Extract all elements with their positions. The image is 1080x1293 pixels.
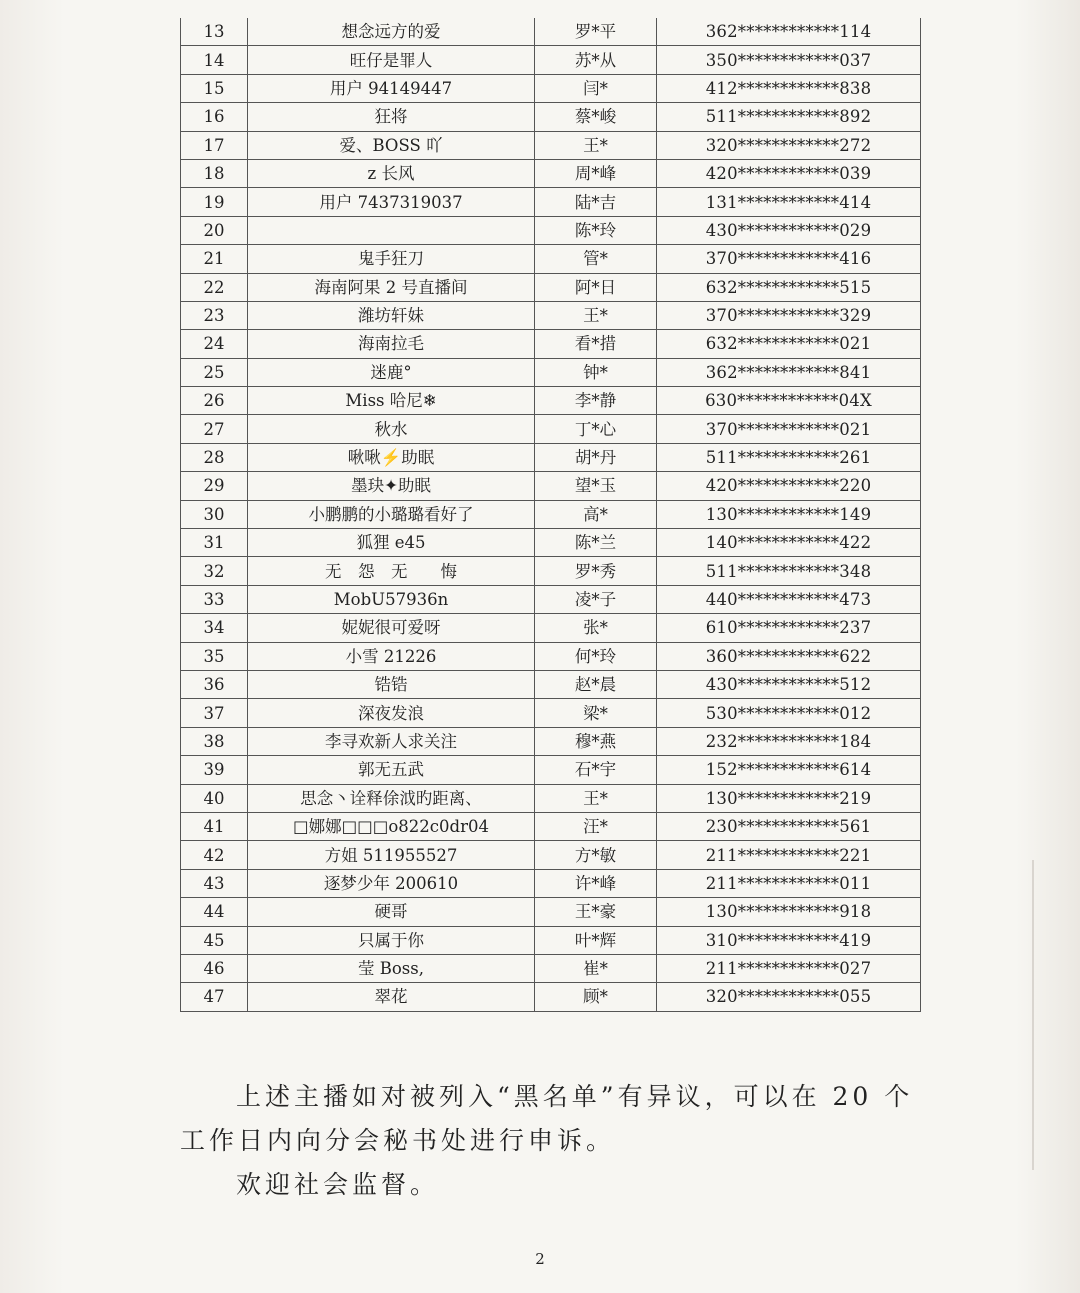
nickname-cell: z 长风 xyxy=(248,159,535,187)
id-number-cell: 530************012 xyxy=(657,699,921,727)
id-number-cell: 370************021 xyxy=(657,415,921,443)
row-number-cell: 20 xyxy=(181,216,248,244)
id-number-cell: 430************512 xyxy=(657,670,921,698)
name-cell: 苏*从 xyxy=(535,46,657,74)
name-cell: 王* xyxy=(535,784,657,812)
name-cell: 罗*秀 xyxy=(535,557,657,585)
id-number-cell: 360************622 xyxy=(657,642,921,670)
row-number-cell: 27 xyxy=(181,415,248,443)
id-number-cell: 211************027 xyxy=(657,954,921,982)
name-cell: 阿*日 xyxy=(535,273,657,301)
table-row xyxy=(181,273,921,301)
name-cell: 方*敏 xyxy=(535,841,657,869)
nickname-cell: 狐狸 e45 xyxy=(248,529,535,557)
row-number-cell: 36 xyxy=(181,670,248,698)
table-row xyxy=(181,784,921,812)
row-number-cell: 46 xyxy=(181,954,248,982)
id-number-cell: 370************416 xyxy=(657,245,921,273)
name-cell: 许*峰 xyxy=(535,869,657,897)
row-number-cell: 18 xyxy=(181,159,248,187)
row-number-cell: 32 xyxy=(181,557,248,585)
name-cell: 顾* xyxy=(535,983,657,1011)
table-row xyxy=(181,358,921,386)
nickname-cell: Miss 哈尼❄ xyxy=(248,387,535,415)
name-cell: 王*豪 xyxy=(535,898,657,926)
name-cell: 陆*吉 xyxy=(535,188,657,216)
row-number-cell: 30 xyxy=(181,500,248,528)
id-number-cell: 440************473 xyxy=(657,585,921,613)
row-number-cell: 31 xyxy=(181,529,248,557)
name-cell: 管* xyxy=(535,245,657,273)
table-row xyxy=(181,301,921,329)
name-cell: 王* xyxy=(535,131,657,159)
id-number-cell: 130************918 xyxy=(657,898,921,926)
table-row xyxy=(181,926,921,954)
nickname-cell: MobU57936n xyxy=(248,585,535,613)
table-row xyxy=(181,529,921,557)
nickname-cell: 翠花 xyxy=(248,983,535,1011)
name-cell: 凌*子 xyxy=(535,585,657,613)
name-cell: 望*玉 xyxy=(535,472,657,500)
nickname-cell: 只属于你 xyxy=(248,926,535,954)
row-number-cell: 41 xyxy=(181,812,248,840)
id-number-cell: 430************029 xyxy=(657,216,921,244)
row-number-cell: 24 xyxy=(181,330,248,358)
id-number-cell: 152************614 xyxy=(657,756,921,784)
nickname-cell: 狂将 xyxy=(248,103,535,131)
name-cell: 周*峰 xyxy=(535,159,657,187)
row-number-cell: 35 xyxy=(181,642,248,670)
row-number-cell: 23 xyxy=(181,301,248,329)
nickname-cell: 小雪 21226 xyxy=(248,642,535,670)
name-cell: 陈*兰 xyxy=(535,529,657,557)
table-row xyxy=(181,131,921,159)
id-number-cell: 320************272 xyxy=(657,131,921,159)
id-number-cell: 630************04X xyxy=(657,387,921,415)
table-row xyxy=(181,18,921,46)
nickname-cell: 深夜发浪 xyxy=(248,699,535,727)
name-cell: 胡*丹 xyxy=(535,443,657,471)
row-number-cell: 28 xyxy=(181,443,248,471)
nickname-cell: 旺仔是罪人 xyxy=(248,46,535,74)
row-number-cell: 21 xyxy=(181,245,248,273)
id-number-cell: 610************237 xyxy=(657,614,921,642)
id-number-cell: 632************021 xyxy=(657,330,921,358)
row-number-cell: 14 xyxy=(181,46,248,74)
id-number-cell: 362************841 xyxy=(657,358,921,386)
row-number-cell: 40 xyxy=(181,784,248,812)
name-cell: 看*措 xyxy=(535,330,657,358)
name-cell: 陈*玲 xyxy=(535,216,657,244)
name-cell: 闫* xyxy=(535,74,657,102)
name-cell: 钟* xyxy=(535,358,657,386)
table-row xyxy=(181,46,921,74)
id-number-cell: 511************261 xyxy=(657,443,921,471)
table-row xyxy=(181,983,921,1011)
table-row xyxy=(181,74,921,102)
row-number-cell: 34 xyxy=(181,614,248,642)
row-number-cell: 47 xyxy=(181,983,248,1011)
id-number-cell: 310************419 xyxy=(657,926,921,954)
nickname-cell: 锆锆 xyxy=(248,670,535,698)
id-number-cell: 370************329 xyxy=(657,301,921,329)
id-number-cell: 232************184 xyxy=(657,727,921,755)
id-number-cell: 130************149 xyxy=(657,500,921,528)
name-cell: 叶*辉 xyxy=(535,926,657,954)
id-number-cell: 420************039 xyxy=(657,159,921,187)
id-number-cell: 140************422 xyxy=(657,529,921,557)
nickname-cell: 潍坊轩妹 xyxy=(248,301,535,329)
table-row xyxy=(181,614,921,642)
id-number-cell: 511************348 xyxy=(657,557,921,585)
nickname-cell: 爱、BOSS 吖 xyxy=(248,131,535,159)
table-row xyxy=(181,812,921,840)
name-cell: 汪* xyxy=(535,812,657,840)
nickname-cell: 小鹏鹏的小璐璐看好了 xyxy=(248,500,535,528)
name-cell: 李*静 xyxy=(535,387,657,415)
nickname-cell: 李寻欢新人求关注 xyxy=(248,727,535,755)
nickname-cell: 硬哥 xyxy=(248,898,535,926)
nickname-cell: 迷鹿° xyxy=(248,358,535,386)
table-row xyxy=(181,756,921,784)
name-cell: 崔* xyxy=(535,954,657,982)
blacklist-table xyxy=(180,18,921,1012)
name-cell: 赵*晨 xyxy=(535,670,657,698)
nickname-cell: 用户 94149447 xyxy=(248,74,535,102)
row-number-cell: 42 xyxy=(181,841,248,869)
nickname-cell: 墨玦✦助眠 xyxy=(248,472,535,500)
page-number: 2 xyxy=(535,1250,545,1268)
row-number-cell: 39 xyxy=(181,756,248,784)
table-row xyxy=(181,898,921,926)
row-number-cell: 22 xyxy=(181,273,248,301)
id-number-cell: 130************219 xyxy=(657,784,921,812)
row-number-cell: 15 xyxy=(181,74,248,102)
id-number-cell: 632************515 xyxy=(657,273,921,301)
name-cell: 何*玲 xyxy=(535,642,657,670)
table-row xyxy=(181,472,921,500)
nickname-cell: 用户 7437319037 xyxy=(248,188,535,216)
nickname-cell: □娜娜□□□o822c0dr04 xyxy=(248,812,535,840)
table-row xyxy=(181,727,921,755)
nickname-cell: 妮妮很可爱呀 xyxy=(248,614,535,642)
row-number-cell: 43 xyxy=(181,869,248,897)
table-row xyxy=(181,670,921,698)
row-number-cell: 33 xyxy=(181,585,248,613)
nickname-cell: 鬼手狂刀 xyxy=(248,245,535,273)
row-number-cell: 17 xyxy=(181,131,248,159)
nickname-cell: 方姐 511955527 xyxy=(248,841,535,869)
id-number-cell: 230************561 xyxy=(657,812,921,840)
table-row xyxy=(181,159,921,187)
name-cell: 蔡*峻 xyxy=(535,103,657,131)
row-number-cell: 45 xyxy=(181,926,248,954)
row-number-cell: 37 xyxy=(181,699,248,727)
nickname-cell: 海南阿果 2 号直播间 xyxy=(248,273,535,301)
name-cell: 高* xyxy=(535,500,657,528)
id-number-cell: 211************221 xyxy=(657,841,921,869)
row-number-cell: 19 xyxy=(181,188,248,216)
paper-edge-shadow xyxy=(1032,860,1034,1170)
name-cell: 罗*平 xyxy=(535,18,657,46)
nickname-cell: 想念远方的爱 xyxy=(248,18,535,46)
notice-line-1: 上述主播如对被列入“黑名单”有异议，可以在 20 个 xyxy=(236,1082,914,1111)
name-cell: 丁*心 xyxy=(535,415,657,443)
table-row xyxy=(181,869,921,897)
name-cell: 梁* xyxy=(535,699,657,727)
id-number-cell: 412************838 xyxy=(657,74,921,102)
notice-line-3: 欢迎社会监督。 xyxy=(236,1170,440,1199)
blacklist-table-body xyxy=(181,18,921,1011)
table-row xyxy=(181,415,921,443)
table-row xyxy=(181,557,921,585)
table-row xyxy=(181,443,921,471)
name-cell: 穆*燕 xyxy=(535,727,657,755)
table-row xyxy=(181,500,921,528)
row-number-cell: 25 xyxy=(181,358,248,386)
table-row xyxy=(181,585,921,613)
table-row xyxy=(181,188,921,216)
nickname-cell: 秋水 xyxy=(248,415,535,443)
id-number-cell: 131************414 xyxy=(657,188,921,216)
name-cell: 张* xyxy=(535,614,657,642)
nickname-cell: 郭无五武 xyxy=(248,756,535,784)
nickname-cell: 海南拉毛 xyxy=(248,330,535,358)
table-row xyxy=(181,103,921,131)
row-number-cell: 44 xyxy=(181,898,248,926)
id-number-cell: 420************220 xyxy=(657,472,921,500)
table-row xyxy=(181,699,921,727)
nickname-cell: 逐梦少年 200610 xyxy=(248,869,535,897)
table-row xyxy=(181,216,921,244)
nickname-cell: 啾啾⚡助眠 xyxy=(248,443,535,471)
appeal-notice xyxy=(180,1075,920,1207)
name-cell: 王* xyxy=(535,301,657,329)
row-number-cell: 13 xyxy=(181,18,248,46)
row-number-cell: 26 xyxy=(181,387,248,415)
row-number-cell: 38 xyxy=(181,727,248,755)
nickname-cell: 思念丶诠释俆泧旳距离、 xyxy=(248,784,535,812)
table-row xyxy=(181,245,921,273)
nickname-cell: 莹 Boss, xyxy=(248,954,535,982)
nickname-cell xyxy=(248,216,535,244)
id-number-cell: 511************892 xyxy=(657,103,921,131)
table-row xyxy=(181,642,921,670)
row-number-cell: 16 xyxy=(181,103,248,131)
table-row xyxy=(181,330,921,358)
nickname-cell: 无 怨 无 悔 xyxy=(248,557,535,585)
notice-line-2: 工作日内向分会秘书处进行申诉。 xyxy=(180,1126,616,1155)
table-row xyxy=(181,841,921,869)
name-cell: 石*宇 xyxy=(535,756,657,784)
id-number-cell: 362************114 xyxy=(657,18,921,46)
table-row xyxy=(181,954,921,982)
id-number-cell: 211************011 xyxy=(657,869,921,897)
id-number-cell: 320************055 xyxy=(657,983,921,1011)
row-number-cell: 29 xyxy=(181,472,248,500)
table-row xyxy=(181,387,921,415)
id-number-cell: 350************037 xyxy=(657,46,921,74)
